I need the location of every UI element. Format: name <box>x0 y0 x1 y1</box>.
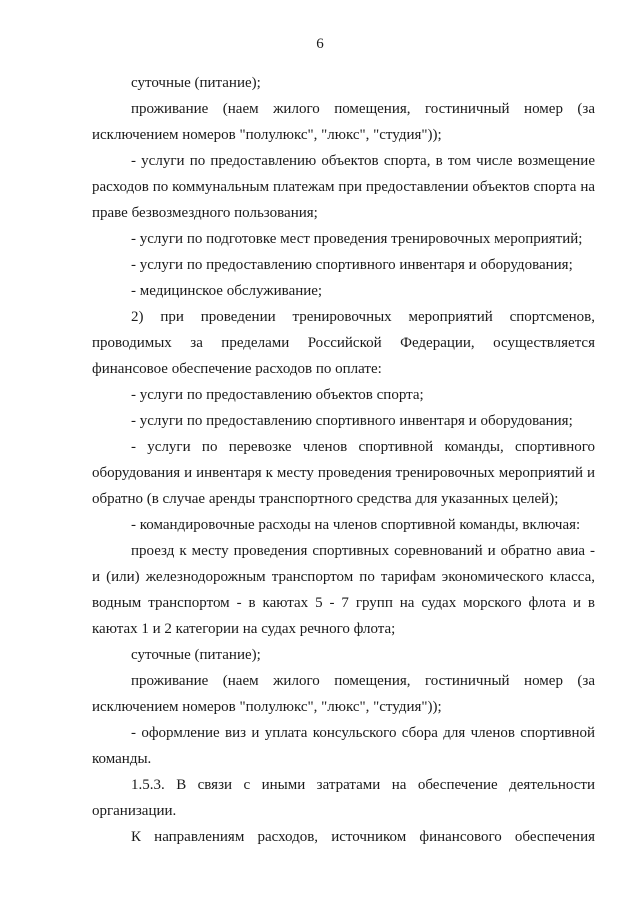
paragraph: - услуги по предоставлению объектов спорта; <box>131 387 424 403</box>
page-number: 6 <box>316 36 324 52</box>
paragraph: - услуги по подготовке мест проведения тренировочных мероприятий; <box>131 231 583 247</box>
paragraph: проезд к месту проведения спортивных соревнований и обратно авиа - и (или) железнодорожным транспортом по тарифам экономического класса, водным транспортом - в каютах 5 - 7 групп на судах морского флота и в каютах 1 и 2 категории на судах речного флота; <box>92 543 595 637</box>
paragraph: проживание (наем жилого помещения, гостиничный номер (за исключением номеров "полулюкс", "люкс", "студия")); <box>92 673 595 715</box>
paragraph: - медицинское обслуживание; <box>131 283 323 299</box>
paragraph: суточные (питание); <box>131 75 261 91</box>
paragraph: 1.5.3. В связи с иными затратами на обеспечение деятельности организации. <box>92 777 595 819</box>
paragraph: 2) при проведении тренировочных мероприятий спортсменов, проводимых за пределами Российской Федерации, осуществляется финансовое обеспечение расходов по оплате: <box>92 309 595 377</box>
paragraph: - услуги по предоставлению спортивного инвентаря и оборудования; <box>131 413 573 429</box>
paragraph: - услуги по предоставлению спортивного инвентаря и оборудования; <box>131 257 573 273</box>
paragraph: - командировочные расходы на членов спортивной команды, включая: <box>131 517 581 533</box>
paragraph: К направлениям расходов, источником финансового обеспечения <box>131 829 595 845</box>
paragraph: - услуги по предоставлению объектов спорта, в том числе возмещение расходов по коммунальным платежам при предоставлении объектов спорта на праве безвозмездного пользования; <box>92 153 595 221</box>
paragraph: суточные (питание); <box>131 647 261 663</box>
paragraph: - услуги по перевозке членов спортивной команды, спортивного оборудования и инвентаря к месту проведения тренировочных мероприятий и обратно (в случае аренды транспортного средства для указанных целей); <box>92 439 595 507</box>
paragraph: проживание (наем жилого помещения, гостиничный номер (за исключением номеров "полулюкс", "люкс", "студия")); <box>92 101 595 143</box>
document-body <box>92 70 595 850</box>
paragraph: - оформление виз и уплата консульского сбора для членов спортивной команды. <box>92 725 595 767</box>
